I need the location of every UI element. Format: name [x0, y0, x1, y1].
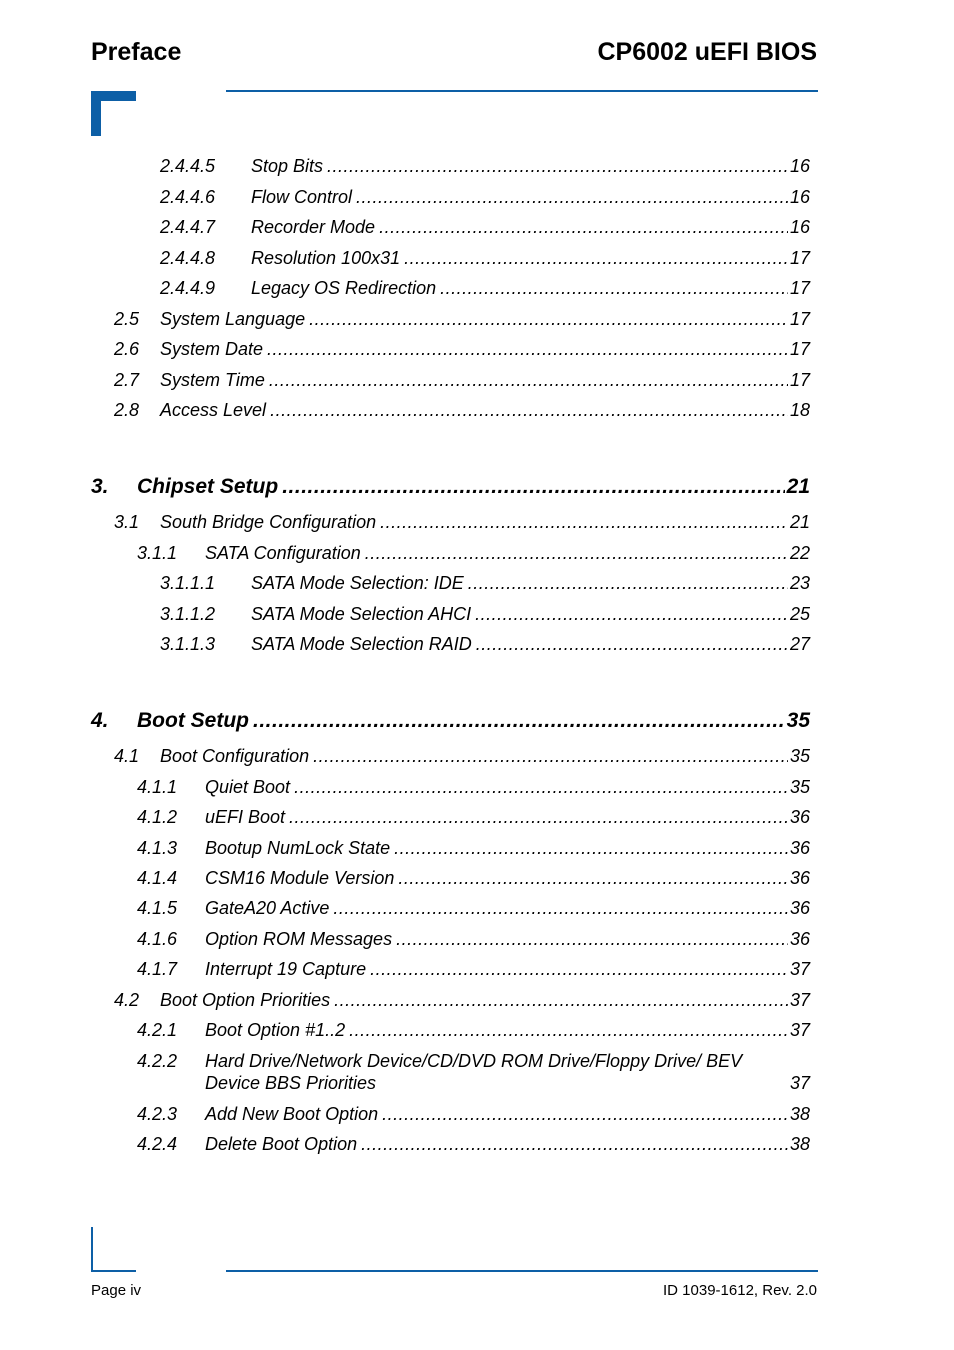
toc-entry-title-continued: Device BBS Priorities [205, 1073, 377, 1093]
toc-entry-number: 3.1.1.1 [160, 573, 216, 593]
toc-entry[interactable] [0, 745, 954, 769]
toc-entry-page: 35 [786, 709, 810, 732]
toc-entry-page: 16 [789, 187, 810, 207]
toc-entry[interactable] [0, 1050, 954, 1094]
toc-entry-title: System Date [160, 339, 264, 359]
toc-leader-dots [365, 542, 788, 564]
toc-entry-page: 17 [789, 278, 810, 298]
toc-entry-page: 35 [789, 777, 810, 797]
toc-entry-number: 4.1.7 [137, 959, 178, 979]
toc-entry-title: Boot Configuration [160, 746, 310, 766]
toc-entry-title: Resolution 100x31 [251, 248, 401, 268]
toc-entry-title: Access Level [160, 400, 267, 420]
toc-entry-number: 2.4.4.5 [160, 156, 216, 176]
toc-entry-page: 21 [786, 475, 810, 498]
toc-leader-dots [396, 928, 788, 950]
toc-entry-title: Boot Setup [137, 709, 249, 732]
toc-entry-title: Legacy OS Redirection [251, 278, 437, 298]
toc-entry-number: 2.6 [114, 339, 140, 359]
toc-leader-dots [468, 572, 788, 594]
toc-entry-title: SATA Mode Selection AHCI [251, 604, 472, 624]
toc-entry[interactable] [0, 776, 954, 800]
toc-entry-number: 4.2.3 [137, 1104, 178, 1124]
toc-entry[interactable] [0, 1133, 954, 1157]
toc-entry[interactable] [0, 338, 954, 362]
toc-entry-page: 36 [789, 898, 810, 918]
toc-entry-number: 2.8 [114, 400, 140, 420]
toc-entry-number: 2.7 [114, 370, 140, 390]
toc-leader-dots [398, 867, 788, 889]
toc-entry-page: 16 [789, 156, 810, 176]
toc-entry-title: Recorder Mode [251, 217, 376, 237]
toc-leader-dots [394, 837, 788, 859]
footer-doc-id: ID 1039-1612, Rev. 2.0 [663, 1282, 817, 1299]
toc-entry[interactable] [0, 837, 954, 861]
toc-leader-dots [270, 399, 788, 421]
toc-entry-page: 17 [789, 370, 810, 390]
toc-entry-page: 23 [789, 573, 810, 593]
toc-leader-dots [334, 989, 788, 1011]
corner-mark-bottom-h [91, 1270, 136, 1272]
toc-entry-number: 4.2.1 [137, 1020, 178, 1040]
toc-entry-number: 4.1.2 [137, 807, 178, 827]
toc-entry[interactable] [0, 511, 954, 535]
toc-entry-number: 4.1.3 [137, 838, 178, 858]
toc-entry[interactable] [0, 710, 954, 734]
toc-entry[interactable] [0, 277, 954, 301]
toc-entry-number: 3.1.1.3 [160, 634, 216, 654]
toc-entry-page: 16 [789, 217, 810, 237]
toc-entry-title: GateA20 Active [205, 898, 330, 918]
toc-entry-title: Chipset Setup [137, 475, 279, 498]
toc-entry-title: System Language [160, 309, 306, 329]
toc-leader-dots [294, 776, 788, 798]
toc-entry-title: South Bridge Configuration [160, 512, 377, 532]
toc-entry-page: 38 [789, 1134, 810, 1154]
toc-entry[interactable] [0, 216, 954, 240]
toc-leader-dots [333, 897, 788, 919]
toc-entry-page: 27 [789, 634, 810, 654]
toc-entry[interactable] [0, 633, 954, 657]
toc-entry[interactable] [0, 1019, 954, 1043]
toc-entry[interactable] [0, 897, 954, 921]
toc-leader-dots [267, 338, 788, 360]
toc-entry-title: Option ROM Messages [205, 929, 393, 949]
toc-entry-title: Interrupt 19 Capture [205, 959, 367, 979]
toc-entry-page: 37 [789, 1020, 810, 1040]
toc-entry[interactable] [0, 369, 954, 393]
toc-leader-dots [380, 511, 788, 533]
toc-entry-number: 4.1 [114, 746, 140, 766]
toc-entry-title: SATA Mode Selection: IDE [251, 573, 464, 593]
corner-mark-bottom-v [91, 1227, 93, 1272]
toc-leader-dots [349, 1019, 788, 1041]
toc-entry[interactable] [0, 928, 954, 952]
toc-entry-number: 3.1 [114, 512, 140, 532]
toc-entry-number: 4. [91, 709, 109, 732]
toc-entry-page: 21 [789, 512, 810, 532]
toc-entry-number: 4.2.2 [137, 1051, 178, 1071]
toc-entry[interactable] [0, 572, 954, 596]
toc-entry-title: Boot Option Priorities [160, 990, 331, 1010]
toc-leader-dots [313, 745, 788, 767]
footer-rule [226, 1270, 818, 1272]
toc-leader-dots [379, 216, 788, 238]
toc-leader-dots [289, 806, 788, 828]
toc-entry-number: 2.4.4.7 [160, 217, 216, 237]
toc-entry-title: Quiet Boot [205, 777, 291, 797]
toc-entry-number: 4.1.6 [137, 929, 178, 949]
toc-entry-number: 4.2 [114, 990, 140, 1010]
toc-leader-dots [382, 1103, 788, 1125]
toc-entry-title: CSM16 Module Version [205, 868, 395, 888]
toc-entry-number: 2.4.4.6 [160, 187, 216, 207]
toc-entry[interactable] [0, 399, 954, 423]
toc-entry-number: 4.2.4 [137, 1134, 178, 1154]
toc-entry[interactable] [0, 155, 954, 179]
toc-entry-title: Delete Boot Option [205, 1134, 358, 1154]
toc-entry-title: uEFI Boot [205, 807, 286, 827]
toc-entry-number: 2.4.4.8 [160, 248, 216, 268]
toc-entry-title: Boot Option #1..2 [205, 1020, 346, 1040]
toc-entry-page: 37 [789, 959, 810, 979]
toc-entry-number: 3.1.1 [137, 543, 178, 563]
header-doc-title: CP6002 uEFI BIOS [597, 38, 817, 66]
toc-entry-page: 36 [789, 929, 810, 949]
toc-leader-dots [327, 155, 788, 177]
toc-entry-page: 37 [789, 1073, 810, 1093]
toc-leader-dots [404, 247, 788, 269]
toc-entry[interactable] [0, 542, 954, 566]
footer-page-label: Page iv [91, 1282, 142, 1299]
toc-entry[interactable] [0, 867, 954, 891]
toc-entry[interactable] [0, 958, 954, 982]
toc-entry[interactable] [0, 806, 954, 830]
toc-entry-number: 4.1.1 [137, 777, 178, 797]
toc-entry-page: 36 [789, 868, 810, 888]
toc-entry[interactable] [0, 603, 954, 627]
toc-entry-page: 22 [789, 543, 810, 563]
toc-entry[interactable] [0, 186, 954, 210]
toc-entry[interactable] [0, 1103, 954, 1127]
toc-leader-dots [361, 1133, 788, 1155]
toc-leader-dots [269, 369, 788, 391]
toc-entry-page: 36 [789, 838, 810, 858]
toc-entry-page: 17 [789, 248, 810, 268]
toc-entry-page: 25 [789, 604, 810, 624]
toc-entry-page: 38 [789, 1104, 810, 1124]
toc-leader-dots [440, 277, 788, 299]
toc-entry-number: 4.1.4 [137, 868, 178, 888]
toc-entry-number: 3.1.1.2 [160, 604, 216, 624]
toc-leader-dots [309, 308, 788, 330]
toc-entry-title: SATA Configuration [205, 543, 361, 563]
toc-entry-page: 17 [789, 309, 810, 329]
toc-leader-dots [370, 958, 788, 980]
toc-entry-number: 2.4.4.9 [160, 278, 216, 298]
toc-entry-number: 4.1.5 [137, 898, 178, 918]
toc-leader-dots [356, 186, 788, 208]
header-section: Preface [91, 38, 182, 66]
toc-leader-dots [475, 603, 788, 625]
toc-entry-page: 17 [789, 339, 810, 359]
toc-entry-page: 37 [789, 990, 810, 1010]
toc-entry-title: Hard Drive/Network Device/CD/DVD ROM Drive/Floppy Drive/ BEV [205, 1051, 743, 1071]
toc-entry-page: 35 [789, 746, 810, 766]
toc-entry-title: System Time [160, 370, 265, 390]
toc-entry-number: 3. [91, 475, 109, 498]
toc-entry-title: Bootup NumLock State [205, 838, 391, 858]
toc-entry-title: Flow Control [251, 187, 353, 207]
toc-entry-page: 18 [789, 400, 810, 420]
toc-entry[interactable] [0, 308, 954, 332]
toc-leader-dots [282, 476, 784, 498]
toc-entry[interactable] [0, 476, 954, 500]
toc-entry-title: SATA Mode Selection RAID [251, 634, 472, 654]
toc-entry[interactable] [0, 989, 954, 1013]
toc-entry[interactable] [0, 247, 954, 271]
toc-entry-title: Stop Bits [251, 156, 324, 176]
toc-leader-dots [476, 633, 788, 655]
toc-entry-title: Add New Boot Option [205, 1104, 379, 1124]
toc-entry-number: 2.5 [114, 309, 140, 329]
toc-entry-page: 36 [789, 807, 810, 827]
toc-leader-dots [253, 710, 785, 732]
